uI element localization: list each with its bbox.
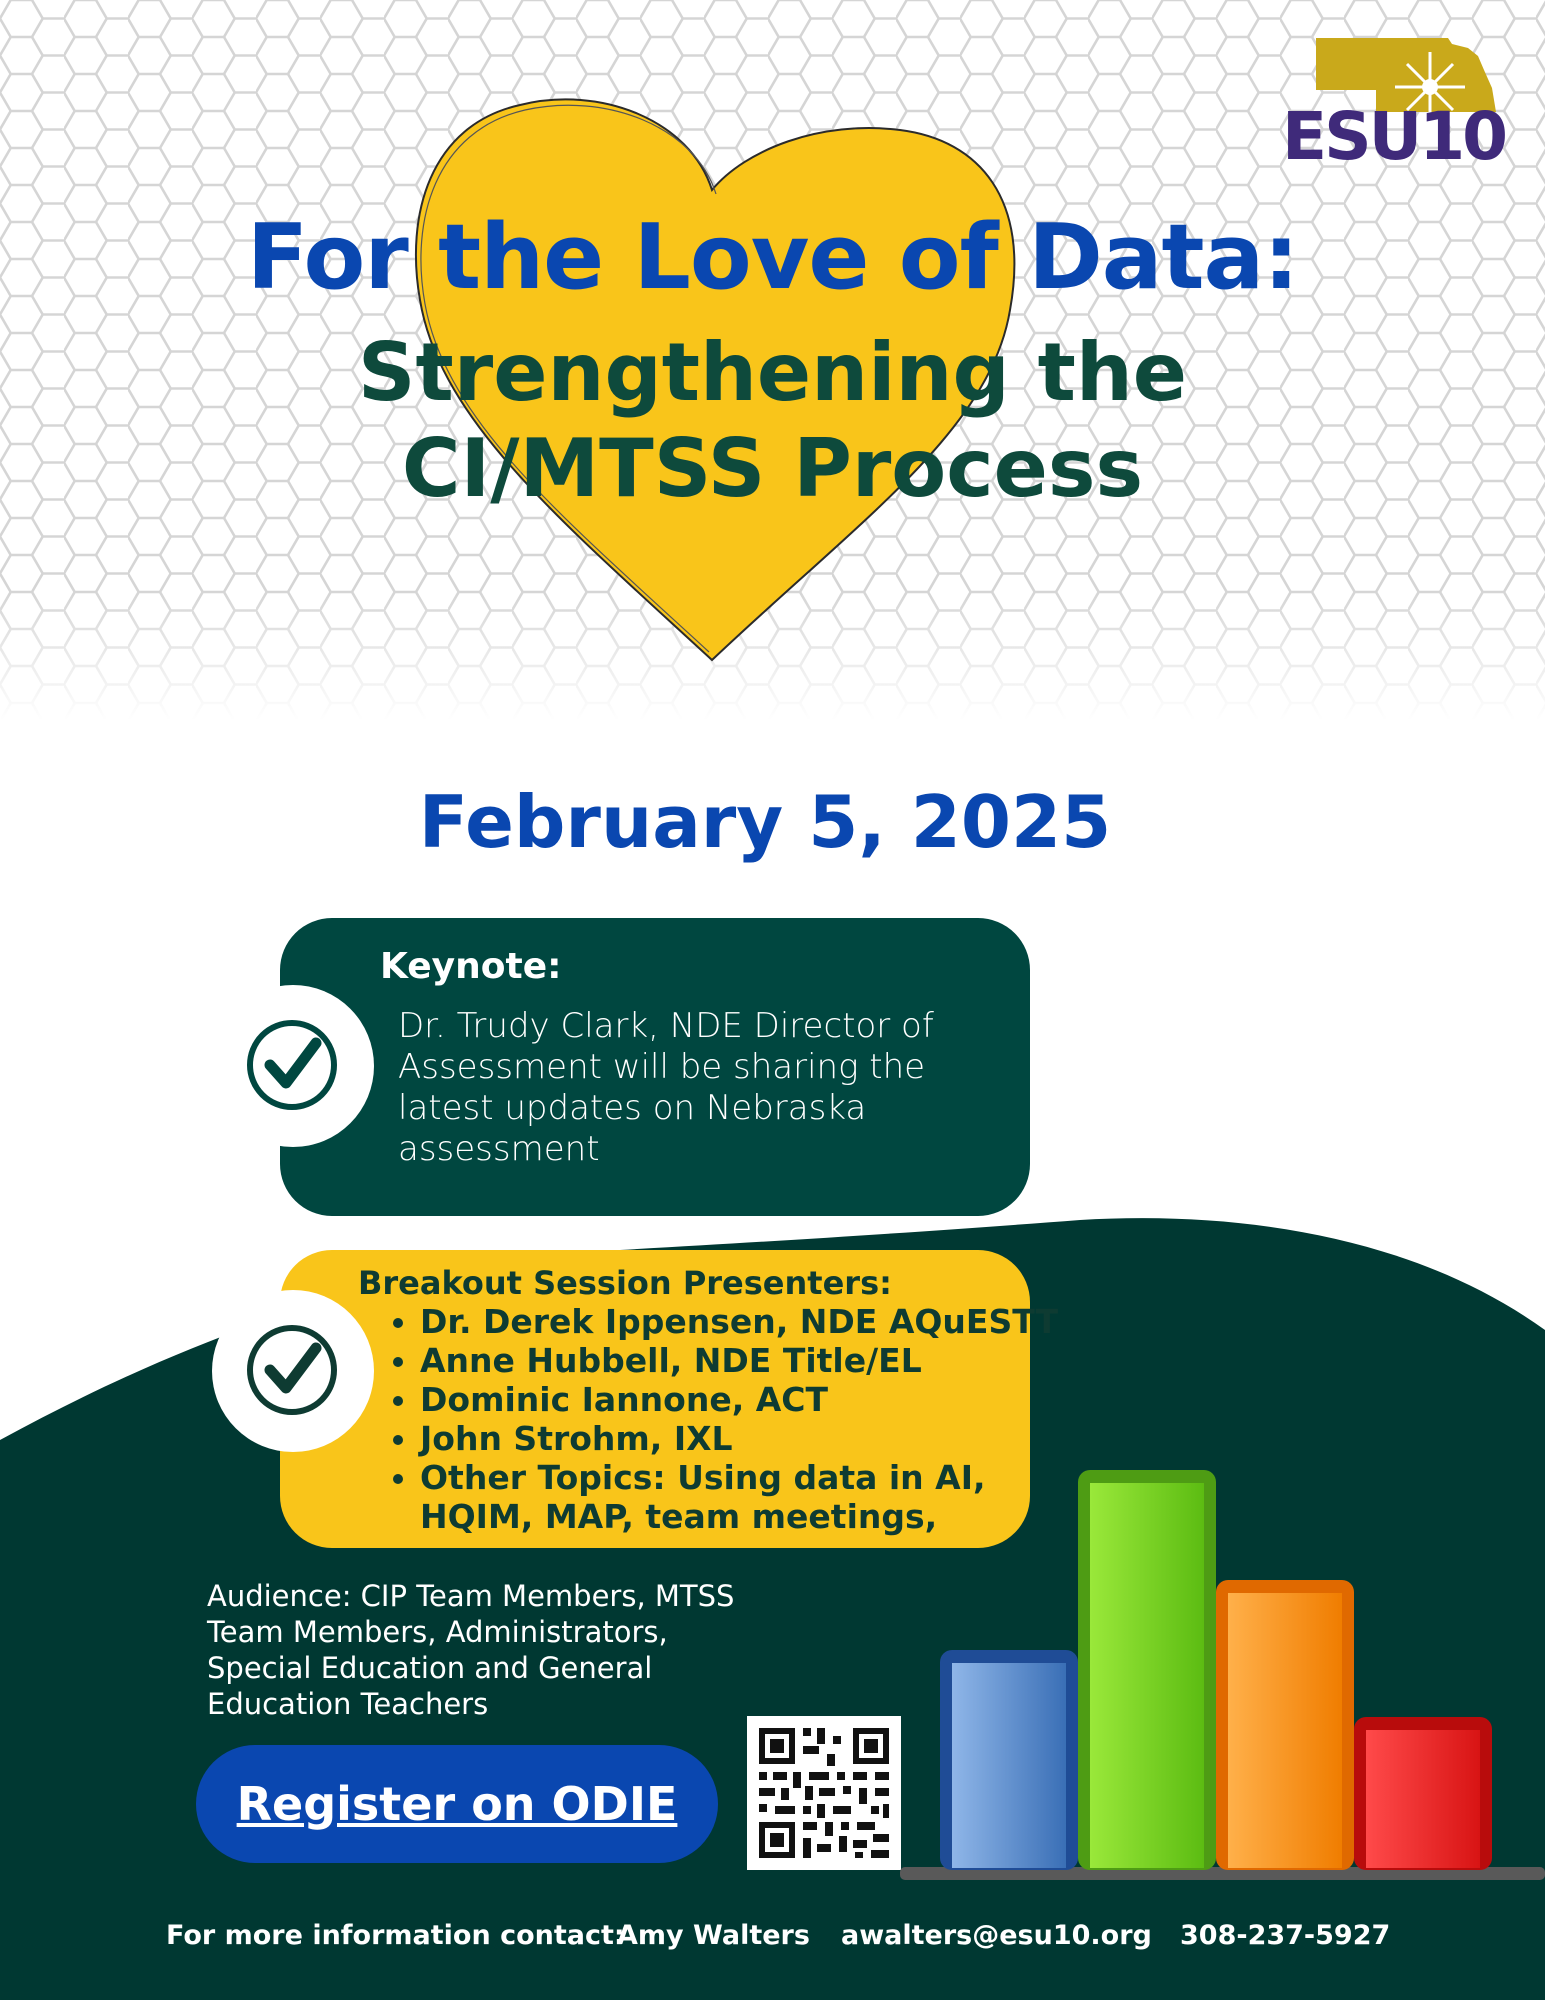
audience-text: Audience: CIP Team Members, MTSS Team Members, Administrators, Special Education and General Education Teachers [207, 1579, 735, 1721]
list-item: • John Strohm, IXL [420, 1419, 1060, 1458]
check-icon [242, 1320, 342, 1420]
keynote-label: Keynote: [380, 946, 562, 987]
contact-email[interactable]: awalters@esu10.org [841, 1920, 1152, 1951]
list-item: • Anne Hubbell, NDE Title/EL [420, 1341, 1060, 1380]
contact-label: For more information contact: [166, 1920, 625, 1951]
breakout-check-circle [212, 1290, 374, 1452]
contact-name: Amy Walters [617, 1920, 810, 1951]
list-item: • Other Topics: Using data in AI, HQIM, MAP, team meetings, [420, 1458, 1060, 1536]
event-date: February 5, 2025 [418, 780, 1112, 864]
subtitle-line-2: CI/MTSS Process [401, 422, 1144, 515]
register-button[interactable]: Register on ODIE [196, 1745, 718, 1863]
title-subtitle [0, 325, 1545, 517]
keynote-description: Dr. Trudy Clark, NDE Director of Assessment will be sharing the latest updates on Nebraska assessment [398, 1006, 934, 1169]
qr-code-icon[interactable] [747, 1716, 901, 1870]
title-line-1: For the Love of Data: [246, 205, 1299, 310]
breakout-label: Breakout Session Presenters: [358, 1264, 892, 1302]
logo-text: ESU10 [1282, 98, 1506, 175]
keynote-check-circle [212, 985, 374, 1147]
bar-chart-icon [890, 1455, 1545, 1880]
subtitle-line-1: Strengthening the [357, 326, 1188, 419]
check-icon [242, 1015, 342, 1115]
list-item: • Dominic Iannone, ACT [420, 1380, 1060, 1419]
list-item: • Dr. Derek Ippensen, NDE AQuESTT [420, 1302, 1060, 1341]
contact-phone: 308-237-5927 [1180, 1920, 1391, 1951]
